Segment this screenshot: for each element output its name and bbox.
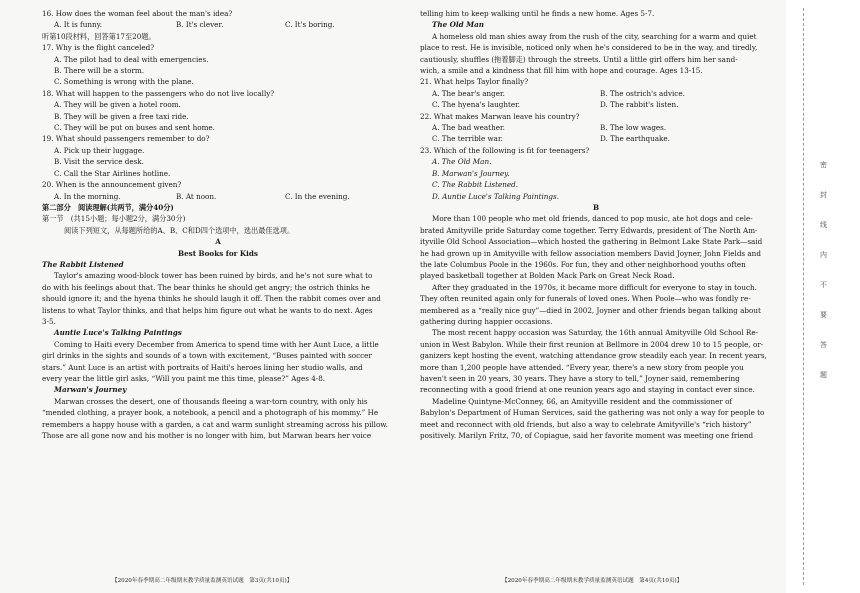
passage-b-line: meet and reconnect with old friends, but also a way to celebrate Amityville's “rich history” bbox=[420, 419, 752, 429]
q19-option-c: C. Call the Star Airlines hotline. bbox=[54, 168, 171, 178]
passage-b-line: positively. Marilyn Fritz, 70, of Copiague, said her favorite moment was meeting one friend bbox=[420, 431, 754, 441]
q19-option-a: A. Pick up their luggage. bbox=[54, 145, 145, 155]
q21-option-d: D. The rabbit's listen. bbox=[600, 100, 679, 110]
passage-b-line: They often reunited again only for funerals of loved ones. When Poole—who was fondly re- bbox=[420, 294, 751, 304]
q20-option-a: A. In the morning. bbox=[54, 191, 121, 201]
book3-line: remembers a happy house with a garden, a cat and warm sunlight streaming across his pillow. bbox=[42, 419, 388, 429]
seal-char: 密 bbox=[820, 161, 828, 169]
book2-line: every year the little girl asks, “Will you paint me this time, please?” Ages 4-8. bbox=[42, 374, 326, 383]
book3-line: “mended clothing, a prayer book, a notebook, a pencil and a photograph of his mommy.” He bbox=[42, 408, 379, 418]
seal-char: 封 bbox=[820, 191, 828, 199]
book3-line: Those are all gone now and his mother is no longer with him, but Marwan bears her voice bbox=[42, 431, 372, 441]
passage-a-letter: A bbox=[215, 237, 221, 247]
book1-line: listens to what Taylor thinks, and that helps him figure out what he wants to do next. Ages bbox=[42, 305, 373, 315]
book1-title: The Rabbit Listened bbox=[42, 259, 124, 269]
q22-options-row bbox=[420, 133, 772, 144]
passage-b-line: brated Amityville pride Saturday come together. Terry Edwards, president of The North Am- bbox=[420, 225, 758, 235]
q18-stem: 18. What will happen to the passengers who do not live locally? bbox=[42, 88, 275, 98]
passage-b-line: union in West Babylon. While their first reunion at Bellmore in 2004 drew 10 to 15 people, or- bbox=[420, 339, 764, 349]
passage-b-line: reconnecting with a good friend at one reunion years ago and staying in contact ever since. bbox=[420, 385, 755, 395]
book1-line: should ignore it; and the hyena thinks he should laugh it off. Then the rabbit comes over and bbox=[42, 294, 381, 304]
passage-b-line: membered as a “really nice guy”—died in 2002, Joyner and other friends began talking about bbox=[420, 305, 761, 315]
passage-b-line: the late Columbus Poole in the 1960s. For fun, they and other neighborhood youths often bbox=[420, 259, 746, 269]
q21-options-row bbox=[420, 99, 772, 110]
q23-option-c: C. The Rabbit Listened. bbox=[432, 180, 518, 190]
page-footer-left: 【2020年春季期高二年级期末教学质量监测英语试题 第3页(共10页)】 bbox=[112, 578, 293, 584]
q18-option-a: A. They will be given a hotel room. bbox=[54, 100, 181, 110]
listening-instruction: 听第10段材料，回答第17至20题。 bbox=[42, 31, 156, 41]
q22-option-c: C. The terrible war. bbox=[432, 134, 503, 144]
book3-title: Marwan's Journey bbox=[54, 385, 127, 395]
passage-b-line: more than 1,200 people have attended. “Every year, there's a new story from people you bbox=[420, 362, 744, 372]
seal-char: 不 bbox=[820, 281, 828, 289]
seal-char: 要 bbox=[820, 311, 828, 319]
q17-option-c: C. Something is wrong with the plane. bbox=[54, 77, 194, 87]
book1-line: 3-5. bbox=[42, 316, 56, 326]
passage-b-line: ityville Old School Association—which hosted the gathering in Belmont Lake State Park—said bbox=[420, 237, 763, 247]
seal-dashed-line bbox=[803, 8, 804, 585]
seal-char: 答 bbox=[820, 341, 828, 349]
q19-option-b: B. Visit the service desk. bbox=[54, 157, 144, 167]
q16-option-a: A. It is funny. bbox=[54, 20, 102, 30]
q17-option-b: B. There will be a storm. bbox=[54, 66, 144, 76]
q22-option-d: D. The earthquake. bbox=[600, 134, 670, 144]
book3-line: telling him to keep walking until he finds a new home. Ages 5-7. bbox=[420, 9, 655, 18]
book2-line: girl drinks in the sights and sounds of a town with excitement, “Buses painted with soccer bbox=[42, 351, 372, 361]
part2-heading: 第二部分 阅读理解(共两节，满分40分) bbox=[42, 202, 174, 212]
book4-title: The Old Man bbox=[432, 20, 485, 30]
passage-b-line: he had grown up in Amityville with fellow association members David Joyner, John Fields and bbox=[420, 248, 761, 258]
q21-option-b: B. The ostrich's advice. bbox=[600, 88, 685, 98]
right-column bbox=[420, 8, 772, 441]
book2-line: stars.” Aunt Luce is an artist with portraits of Haiti's heroes lining her studio walls, and bbox=[42, 362, 363, 372]
left-column bbox=[42, 8, 394, 441]
passage-b-letter: B bbox=[592, 202, 600, 212]
q20-option-b: B. At noon. bbox=[176, 191, 217, 201]
passage-b-line: More than 100 people who met old friends, danced to pop music, ate hot dogs and cele- bbox=[432, 214, 753, 224]
section1-heading: 第一节 (共15小题；每小题2分，满分30分) bbox=[42, 214, 186, 224]
passage-b-line: Madeline Quintyne-McConney, 66, an Amityville resident and the commissioner of bbox=[432, 396, 733, 406]
book4-line: cautiously, shuffles (拖着脚走) through the streets. Until a little girl offers him her sand- bbox=[420, 54, 738, 64]
seal-char: 内 bbox=[820, 251, 828, 259]
seal-char: 线 bbox=[820, 221, 828, 229]
page-footer-right: 【2020年春季期高二年级期末教学质量监测英语试题 第4页(共10页)】 bbox=[502, 578, 683, 584]
q16-option-b: B. It's clever. bbox=[176, 20, 224, 30]
passage-a-title: Best Books for Kids bbox=[178, 248, 258, 258]
q18-option-c: C. They will be put on buses and sent home. bbox=[54, 123, 215, 133]
q20-option-c: C. In the evening. bbox=[285, 191, 350, 201]
q21-option-a: A. The bear's anger. bbox=[432, 88, 505, 98]
q17-stem: 17. Why is the flight canceled? bbox=[42, 43, 155, 53]
reading-instruction: 阅读下列短文，从每题所给的A、B、C和D四个选项中，选出最佳选项。 bbox=[64, 225, 295, 235]
q21-options-row bbox=[420, 88, 772, 99]
q22-stem: 22. What makes Marwan leave his country? bbox=[420, 111, 580, 121]
seal-line-notice bbox=[818, 150, 830, 390]
q16-options bbox=[42, 19, 394, 30]
q21-option-c: C. The hyena's laughter. bbox=[432, 100, 521, 110]
q22-option-a: A. The bad weather. bbox=[432, 123, 505, 133]
q23-stem: 23. Which of the following is fit for teenagers? bbox=[420, 145, 590, 155]
book4-line: place to rest. He is invisible, noticed only when he's considered to be in the way, and tiredly, bbox=[420, 43, 758, 53]
book1-line: do with his feelings about that. The bear thinks he should get angry; the ostrich thinks he bbox=[42, 282, 370, 292]
q23-option-b: B. Marwan's Journey. bbox=[432, 168, 510, 178]
q22-option-b: B. The low wages. bbox=[600, 123, 667, 133]
seal-char: 题 bbox=[820, 371, 828, 379]
q20-options bbox=[42, 191, 394, 202]
passage-b-line: played basketball together at Bolden Mack Park on Great Neck Road. bbox=[420, 271, 675, 281]
passage-b-line: The most recent happy occasion was Saturday, the 16th annual Amityville Old School Re- bbox=[432, 328, 759, 338]
q22-options-row bbox=[420, 122, 772, 133]
q23-option-a: A. The Old Man. bbox=[432, 157, 492, 167]
q19-stem: 19. What should passengers remember to do? bbox=[42, 134, 210, 144]
q20-stem: 20. When is the announcement given? bbox=[42, 180, 182, 190]
q17-option-a: A. The pilot had to deal with emergencies. bbox=[54, 54, 209, 64]
passage-b-line: haven't seen in 20 years, 30 years. They have a story to tell,” Joyner said, remembering bbox=[420, 374, 740, 383]
book4-line: A homeless old man shies away from the rush of the city, searching for a warm and quiet bbox=[432, 31, 757, 41]
book3-line: Marwan crosses the desert, one of thousands fleeing a war-torn country, with only his bbox=[54, 396, 368, 406]
passage-b-line: Babylon's Department of Human Services, said the gathering was not only a way for people to bbox=[420, 408, 765, 418]
book2-title: Auntie Luce's Talking Paintings bbox=[54, 328, 182, 338]
q16-stem: 16. How does the woman feel about the man's idea? bbox=[42, 9, 233, 18]
q16-option-c: C. It's boring. bbox=[285, 20, 335, 30]
passage-b-line: After they graduated in the 1970s, it became more difficult for everyone to stay in touch. bbox=[432, 282, 757, 292]
book2-line: Coming to Haiti every December from America to spend time with her Aunt Luce, a little bbox=[54, 339, 379, 349]
q18-option-b: B. They will be given a free taxi ride. bbox=[54, 111, 189, 121]
passage-b-line: gathering during happier occasions. bbox=[420, 316, 553, 326]
book4-line: wich, a smile and a kindness that fill him with hope and courage. Ages 13-15. bbox=[420, 66, 703, 76]
book1-line: Taylor's amazing wood-block tower has been ruined by birds, and he's not sure what to bbox=[54, 271, 373, 281]
q21-stem: 21. What helps Taylor finally? bbox=[420, 77, 529, 87]
passage-b-line: ganizers kept hosting the event, watching attendance grow steadily each year. In recent years, bbox=[420, 351, 767, 361]
q23-option-d: D. Auntie Luce's Talking Paintings. bbox=[432, 191, 559, 201]
